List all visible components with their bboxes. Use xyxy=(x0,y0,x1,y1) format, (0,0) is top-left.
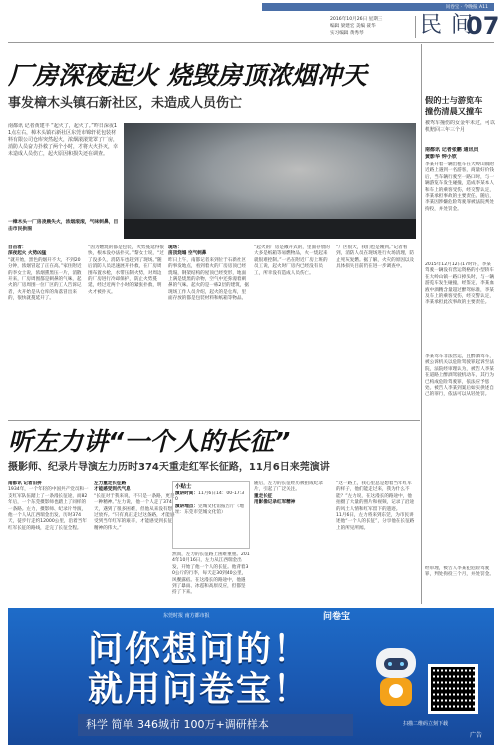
story1-col3-text: 昨日上午，南都记者来到位于石新社区的事发地点，看到着火的厂房房顶已经烧塌，钢架结构的屋顶已经变形，地面上满是烧黑的杂物，空气中还弥漫着刺鼻的气味。起火的是一栋2层的建筑，据现场工作人员介绍，起火的是仓库，里面存放的都是包装材料和纸箱等物品。 xyxy=(168,257,250,302)
story2-col5-text: “这一路上，我心里总是想着当年红军的样子，他们能走过来，我为什么不能？”左力说，在这漫长的路途中，他拍摄了大量的照片和视频，记录了沿途的风土人情和红军留下的遗迹。 xyxy=(336,481,415,512)
side-text-4: 经审理，被告人李某犯危险驾驶罪，判处拘役三个月，并处罚金。 xyxy=(425,566,494,578)
story2-info-box xyxy=(172,481,250,549)
story2-col5b-text: 11月6日，左力将来到东莞，为市民讲述他“一个人的长征”，分享他在长征路上的所见所闻。 xyxy=(336,513,415,531)
info-time: 11月6日14：00-17:30 xyxy=(175,491,245,503)
ad-feature-text: 科学 简单 346城市 100万+调研样本 xyxy=(86,718,269,731)
story2-col4-text: 随后，左力的长征经历被拍成纪录片，引起了广泛关注。 xyxy=(254,481,323,493)
story2-headline: 听左力讲“一个人的长征” xyxy=(8,427,291,456)
story1-col1-heading2: 深夜起火 火势凶猛 xyxy=(8,251,47,257)
masthead-strip-text: 问卷宝 · 今晚报 A11 xyxy=(445,4,488,10)
story1-col3 xyxy=(168,245,250,410)
info-place-label: 演讲地点： xyxy=(175,503,198,509)
story1-col3-heading: 现场： xyxy=(168,245,182,250)
masthead-strip xyxy=(262,3,494,11)
story2-byline: 南都讯 记者旧拼 xyxy=(8,481,42,486)
story1-col1 xyxy=(8,245,84,410)
ad-label: 广告 xyxy=(470,732,483,739)
side-title-2: 撞伤清晨又撞车 xyxy=(425,106,483,116)
story1-subhead: 事发樟木头镇石新社区，未造成人员伤亡 xyxy=(8,96,243,111)
story2-col3: 然而，左力的长征路上困难重重。2014年10月16日，左力从江西瑞金出发，开始了他一个人的长征。他背着30公斤的行李，每天走30到40公里，风餐露宿。在这漫长的路途中，他遇到了暴雨、冰雹和高原反应，但都坚持了下来。 xyxy=(172,552,250,596)
masthead-editors-1: 编辑 梁建宏 美编 聂华 xyxy=(330,24,376,29)
story2-col2-text: “长征对于我来说，不只是一条路，更是一种精神。”左力说，他一个人走了374天，遇到了很多困难，但他从来没有想过放弃。“只有真正走过这条路，才能感受到当年红军的艰辛，才能感受到长征精神的伟大。” xyxy=(94,493,175,531)
story2-col2-heading2: 才能感受到代气息 xyxy=(94,487,131,493)
info-place: 莞城文化馆报告厅（地址：东莞市莞城文化馆） xyxy=(175,503,244,516)
mascot-robot-icon xyxy=(370,648,422,710)
story1-col3-heading2: 房顶烧塌 空气刺鼻 xyxy=(168,251,207,257)
masthead-rule xyxy=(8,42,494,43)
story1-photo-caption: 一樟木头一厂房凌晨失火，浓烟滚滚，气味刺鼻，目击市民供图 xyxy=(8,220,119,232)
masthead-divider xyxy=(415,16,416,38)
side-subtitle: 被驾车撞伤的女金年未过，可以机赔回三年三个月 xyxy=(425,120,495,133)
ad-line-2: 就用问卷宝！ xyxy=(88,670,311,710)
story1-col1-text: “就开始，黑色的烟开不大，不到20分钟，浓烟冒起了正在高。”家住附近的李女士说，浓烟熏黑压一片，消散开来，厂房周围都是刺鼻的气味，起火的厂房周围一位厂区的工人告诉记者，火开始是从仓库的角落冒出来的，很快就蔓延开了。 xyxy=(8,257,82,302)
ad-logo-left: 东莞时报 南方都市报 xyxy=(163,613,210,619)
page-number: 07 xyxy=(466,12,499,40)
story1-col1-heading: 目击者： xyxy=(8,245,27,250)
side-byline-2: 黄影华 钟小欣 xyxy=(425,154,457,160)
story2-top-rule xyxy=(8,420,420,421)
ad-banner[interactable] xyxy=(8,608,494,745)
section-title: 民 间 xyxy=(420,13,474,38)
building-silhouette xyxy=(124,219,416,239)
masthead-editors-2: 实习编辑 黄秀琴 xyxy=(330,31,364,36)
story1-col5: “厂区很大，我们也是刚到。”记者看到，消防人员在现场进行火场清理，防止死灰复燃。据了解，火灾的原因以及具体损失目前仍在进一步调查中。 xyxy=(336,245,415,270)
story1-lead: 南都讯 记者黄建丰 “起火了，起火了。”昨日深夜11点左右，樟木头镇石新社区东莞市锦轩花包装材料有限公司仓库突然起火，浓烟滚滚笼罩了厂房，消防人员奋力扑救了两个小时，才将大火扑灭，幸未造成人员伤亡，起火原因和损失还在调查。 xyxy=(8,123,118,157)
story1-col4: “起火的厂房是敞开式的，里面存放的大多是纸箱等易燃物品，火一烧起来就很难控制。”一名在附近厂房上班的员工说，起火时厂房内已经没有员工，所幸没有造成人员伤亡。 xyxy=(254,245,330,276)
story2-col4-heading: 重走长征 xyxy=(254,493,273,499)
story2-col1 xyxy=(8,481,90,601)
story2-col2 xyxy=(94,481,176,601)
story1-col2: “因为燃烧的都是包装，火势蔓延得很快，根本没办法扑灭。”黎女士说，“过了没多久，消防车也赶到了现场。”随后消防人员迅速展开扑救，在厂房周围布置水枪，水带压制火势，对周边的厂房进行冷却保护，防止火势蔓延，经过近两个小时的紧张扑救，明火才被扑灭。 xyxy=(88,245,164,295)
side-column-divider xyxy=(421,44,422,604)
side-byline-1: 南都讯 记者张鹏 通讯员 xyxy=(425,147,479,153)
story2-col2-heading: 左力重走长征路 xyxy=(94,481,127,486)
story1-photo xyxy=(124,123,416,239)
story1-headline: 厂房深夜起火 烧毁房顶浓烟冲天 xyxy=(8,61,367,90)
side-title-1: 假的士与游览车 xyxy=(425,95,483,105)
masthead-date: 2016年10月26日 星期三 xyxy=(330,17,383,22)
story2-col4 xyxy=(254,481,332,601)
story2-subhead: 摄影师、纪录片导演左力历时374天重走红军长征路，11月6日来莞演讲 xyxy=(8,462,330,473)
side-text-1: 李某开着一辆出租车在大岭山镇附近路上遇到一名游客，商量好价钱后，当车辆行驶至一路口时，与一辆游览车发生碰撞，造成李某本人和车上的乘客受伤，经交警认定，李某承担事故的主要责任。随后，李某因涉嫌危险驾驶罪被法院判处拘役，并处罚金。 xyxy=(425,162,494,212)
qr-caption: 扫描二维码立刻下载 xyxy=(403,721,449,727)
info-time-label: 演讲时间： xyxy=(175,491,198,496)
story2-col1-text: 1934年，一个年轻的中国共产党员和一支红军队伍踏上了一条漫长征途，而82年后，一个东莞摄影师也踏上了同样的一条路。左力，摄影师、纪录片导演，他一个人从江西瑞金出发，历时374天，徒步行走约12000公里，沿着当年红军长征的路线，走完了长征全程。 xyxy=(8,487,89,531)
ad-logo-right: 问卷宝 xyxy=(323,612,351,622)
ad-feature-bar xyxy=(78,714,353,736)
story2-col5 xyxy=(336,481,416,601)
info-box-title: 小贴士 xyxy=(175,484,192,490)
ad-line-1: 问你想问的！ xyxy=(88,630,311,670)
story2-col4-heading2: 用影像记录红军精神 xyxy=(254,500,296,506)
side-text-3: 李某驾车非法营运，且醉酒驾车，被公诉机关以危险驾驶罪起诉至法院，法院经审理认为，被告人李某在道路上醉酒驾驶机动车，其行为已构成危险驾驶罪，依法应予惩处。被告人李某到案后如实供述自己的罪行，依法可以从轻处罚。 xyxy=(425,354,494,398)
side-text-2: 2015年12月12日17时许，李某驾驶一辆没有营运资格的小型轿车在大岭山镇一路口掉头时，与一辆游览车发生碰撞，经鉴定，李某血液中酒精含量超过醉驾标准，李某及车上的乘客受伤，经交警认定，李某承担此次事故的主要责任。 xyxy=(425,262,494,306)
qr-code-icon[interactable] xyxy=(428,664,478,714)
